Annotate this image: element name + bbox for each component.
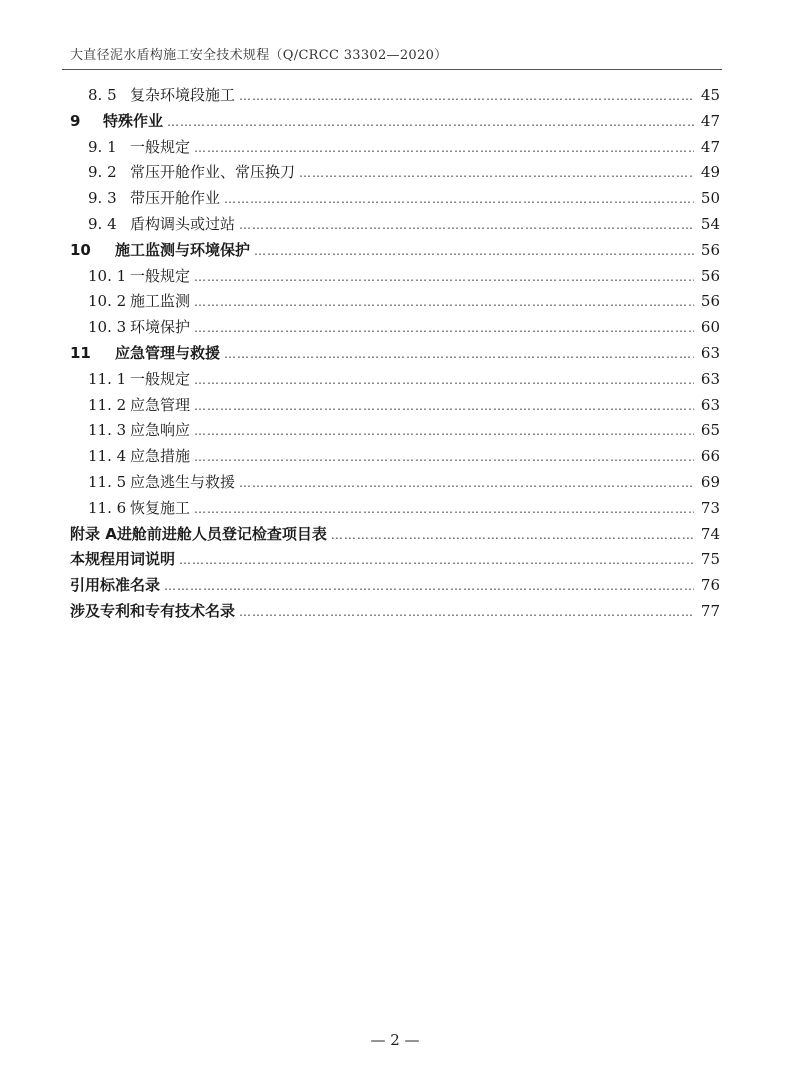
toc-entry-page: 54 [700, 214, 720, 233]
toc-entry-number: 10 [70, 240, 91, 259]
toc-entry-number: 附录 A [70, 524, 117, 543]
page-number: — 2 — [370, 1031, 420, 1049]
toc-entry-page: 63 [700, 343, 720, 362]
running-header: 大直径泥水盾构施工安全技术规程（Q/CRCC 33302—2020） [70, 48, 448, 63]
toc-entry-page: 77 [700, 601, 720, 620]
toc-entry[interactable] [70, 471, 720, 497]
toc-entry-page: 66 [700, 447, 720, 466]
toc-entry-title: 盾构调头或过站 [130, 214, 236, 233]
toc-entry-title: 涉及专利和专有技术名录 [70, 601, 236, 620]
toc-entry[interactable] [70, 84, 720, 110]
toc-entry-title: 应急措施 [130, 447, 191, 466]
toc-entry-number: 10. 3 [88, 318, 127, 337]
dot-leader [254, 244, 694, 258]
toc-entry-number: 8. 5 [88, 86, 117, 104]
toc-entry-page: 45 [700, 86, 720, 104]
toc-entry-title: 施工监测与环境保护 [115, 240, 251, 259]
dot-leader [239, 89, 694, 103]
toc-entry-number: 9. 4 [88, 214, 117, 233]
toc-entry-title: 复杂环境段施工 [130, 86, 236, 104]
toc-entry-title: 施工监测 [130, 292, 191, 311]
dot-leader [194, 270, 694, 284]
toc-entry[interactable] [70, 187, 720, 213]
toc-entry-page: 74 [700, 524, 720, 543]
toc-entry-page: 60 [700, 318, 720, 337]
dot-leader [194, 295, 694, 309]
header-divider [62, 69, 722, 70]
dot-leader [164, 579, 694, 593]
toc-entry[interactable] [70, 265, 720, 291]
toc-entry-title: 本规程用词说明 [70, 550, 176, 569]
toc-entry[interactable] [70, 419, 720, 445]
dot-leader [194, 424, 694, 438]
toc-entry-title: 应急响应 [130, 421, 191, 440]
dot-leader [194, 373, 694, 387]
toc-entry[interactable] [70, 110, 720, 136]
toc-entry-title: 应急逃生与救援 [130, 472, 236, 491]
toc-entry-page: 49 [700, 163, 720, 182]
toc-entry-number: 9. 2 [88, 163, 117, 182]
toc-entry-number: 11. 6 [88, 498, 127, 517]
toc-entry-page: 73 [700, 498, 720, 517]
dot-leader [179, 553, 694, 567]
toc-entry[interactable] [70, 445, 720, 471]
toc-entry-page: 63 [700, 369, 720, 388]
toc-entry[interactable] [70, 290, 720, 316]
dot-leader [224, 347, 694, 361]
toc-entry[interactable] [70, 497, 720, 523]
toc-entry[interactable] [70, 574, 720, 600]
dot-leader [194, 321, 694, 335]
toc-entry-number: 9. 1 [88, 137, 117, 156]
toc-entry-page: 56 [700, 266, 720, 285]
dot-leader [239, 218, 694, 232]
toc-entry-title: 一般规定 [130, 266, 191, 285]
toc-entry-number: 11. 5 [88, 472, 127, 491]
toc-entry-page: 50 [700, 189, 720, 208]
dot-leader [331, 528, 694, 542]
toc-entry[interactable] [70, 548, 720, 574]
toc-entry-title: 常压开舱作业、常压换刀 [130, 163, 296, 182]
toc-entry-title: 应急管理 [130, 395, 191, 414]
dot-leader [224, 192, 694, 206]
toc-entry-title: 特殊作业 [103, 111, 164, 130]
toc-entry-title: 进舱前进舱人员登记检查项目表 [116, 524, 327, 543]
toc-entry-page: 56 [700, 292, 720, 311]
toc-entry[interactable] [70, 316, 720, 342]
toc-entry[interactable] [70, 213, 720, 239]
toc-entry-page: 47 [700, 137, 720, 156]
toc-entry-number: 11 [70, 343, 91, 362]
toc-entry-number: 11. 2 [88, 395, 127, 414]
toc-entry-number: 11. 3 [88, 421, 127, 440]
toc-entry-title: 应急管理与救援 [115, 343, 221, 362]
toc-entry-page: 76 [700, 576, 720, 595]
toc-entry-title: 一般规定 [130, 137, 191, 156]
toc-entry[interactable] [70, 523, 720, 549]
toc-entry-number: 10. 1 [88, 266, 127, 285]
toc-entry-number: 9 [70, 111, 81, 130]
toc-entry-number: 9. 3 [88, 189, 117, 208]
toc-entry[interactable] [70, 239, 720, 265]
toc-entry-number: 11. 4 [88, 447, 127, 466]
toc-entry-number: 10. 2 [88, 292, 127, 311]
dot-leader [194, 502, 694, 516]
toc-entry[interactable] [70, 161, 720, 187]
toc-entry-title: 引用标准名录 [70, 576, 161, 595]
toc-entry[interactable] [70, 368, 720, 394]
toc-entry[interactable] [70, 342, 720, 368]
toc-entry-title: 恢复施工 [130, 498, 191, 517]
dot-leader [167, 115, 694, 129]
dot-leader [239, 476, 694, 490]
toc-entry-page: 63 [700, 395, 720, 414]
toc-entry-page: 56 [700, 240, 720, 259]
toc-entry-page: 65 [700, 421, 720, 440]
dot-leader [239, 605, 694, 619]
toc-entry-page: 69 [700, 472, 720, 491]
toc-entry-number: 11. 1 [88, 369, 127, 388]
table-of-contents [70, 84, 720, 626]
toc-entry-title: 环境保护 [130, 318, 191, 337]
toc-entry-title: 带压开舱作业 [130, 189, 221, 208]
toc-entry[interactable] [70, 136, 720, 162]
toc-entry-page: 47 [700, 111, 720, 130]
dot-leader [194, 450, 694, 464]
dot-leader [299, 166, 694, 180]
dot-leader [194, 399, 694, 413]
toc-entry-title: 一般规定 [130, 369, 191, 388]
toc-entry-page: 75 [700, 550, 720, 569]
dot-leader [194, 141, 694, 155]
toc-entry[interactable] [70, 394, 720, 420]
toc-entry[interactable] [70, 600, 720, 626]
